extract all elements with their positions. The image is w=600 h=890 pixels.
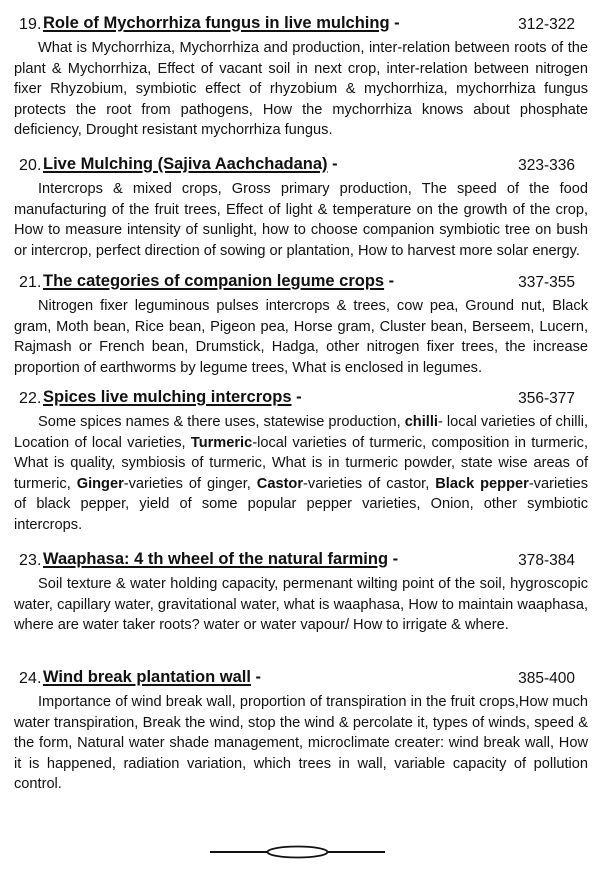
entry-number: 23. [19,552,42,569]
entry-title: Waaphasa: 4 th wheel of the natural farming - [43,550,399,568]
entry-description: Soil texture & water holding capacity, permenant wilting point of the soil, hygroscopic water, capillary water, gravitational water, what is waaphasa, How to maintain waaphasa, where are water taker roots? water or water vapour/ How to irrigate & where. [14,576,588,634]
entry-page-range: 323-336 [518,157,575,174]
entry-heading [0,550,600,574]
entry-page-range: 312-322 [518,16,575,33]
entry-description: Importance of wind break wall, proportion of transpiration in the fruit crops,How much water transpiration, Break the wind, stop the wind & percolate it, types of winds, speed & the form, Natural water shade management, microclimate creater: wind break wall, How it is happened, radiation variation, which trees in wall, variable capacity of pollution control. [14,694,588,793]
contents-entry-23 [0,550,600,634]
contents-entry-20 [0,155,600,259]
entry-page-range: 385-400 [518,670,575,687]
entry-description: Some spices names & there uses, statewise production, chilli- local varieties of chilli, Location of local varieties, Turmeric-local varieties of turmeric, composition in turmeric, What is quality, symbiosis of turmeric, What is in turmeric powder, state wise areas of turmeric, Ginger-varieties of ginger, Castor-varieties of castor, Black pepper-varieties of black pepper, yield of some popular pepper varieties, Onion, other symbiotic intercrops. [14,414,589,533]
entry-heading [0,668,600,692]
entry-heading [0,388,600,412]
entry-description: Nitrogen fixer leguminous pulses intercrops & trees, cow pea, Ground nut, Black gram, Moth bean, Rice bean, Pigeon pea, Horse gram, Cluster bean, Berseem, Lucern, Rajmash or French bean, Drumstick, Hadga, other nitrogen fixer trees, the increase proportion of earthworms by legume trees, What is enclosed in legumes. [14,298,588,376]
entry-number: 21. [19,274,42,291]
keyword-black-pepper: Black pepper [435,475,529,492]
entry-title: Role of Mychorrhiza fungus in live mulching - [43,14,400,32]
contents-entry-24 [0,668,600,793]
entry-page-range: 337-355 [518,274,575,291]
entry-heading [0,155,600,179]
entry-title: Live Mulching (Sajiva Aachchadana) - [43,155,338,173]
end-ornament-icon [210,844,385,860]
keyword-chilli: chilli [404,414,438,430]
entry-number: 22. [19,390,42,407]
entry-number: 19. [19,16,42,33]
keyword-turmeric: Turmeric [190,434,253,451]
contents-entry-21 [0,272,600,376]
keyword-castor: Castor [256,475,304,492]
entry-title: The categories of companion legume crops - [43,272,395,290]
entry-heading [0,272,600,296]
keyword-ginger: Ginger [76,475,124,492]
entry-title: Wind break plantation wall - [43,668,262,686]
entry-description: What is Mychorrhiza, Mychorrhiza and production, inter-relation between roots of the plant & Mychorrhiza, Effect of vacant soil in next crop, inter-relation between nitrogen fixer Rhyzobium, symbiotic effect of rhyzobium & mychorrhiza, mychorrhiza fungus protects the root from pathogens, How the mychorrhiza knows about phosphate deficiency, Drought resistant mychorrhiza fungus. [14,40,588,139]
entry-number: 20. [19,157,42,174]
entry-title: Spices live mulching intercrops - [43,388,302,406]
contents-entry-22 [0,388,600,533]
entry-page-range: 378-384 [518,552,575,569]
entry-description: Intercrops & mixed crops, Gross primary production, The speed of the food manufacturing of the fruit trees, Effect of light & temperature on the growth of the crop, How to measure intensity of sunlight, how to choose companion symbiotic tree on bush or intercrop, perfect direction of sowing or plantation, How to harvest more solar energy. [14,181,588,259]
contents-entry-19 [0,14,600,139]
entry-heading [0,14,600,38]
entry-page-range: 356-377 [518,390,575,407]
entry-number: 24. [19,670,42,687]
